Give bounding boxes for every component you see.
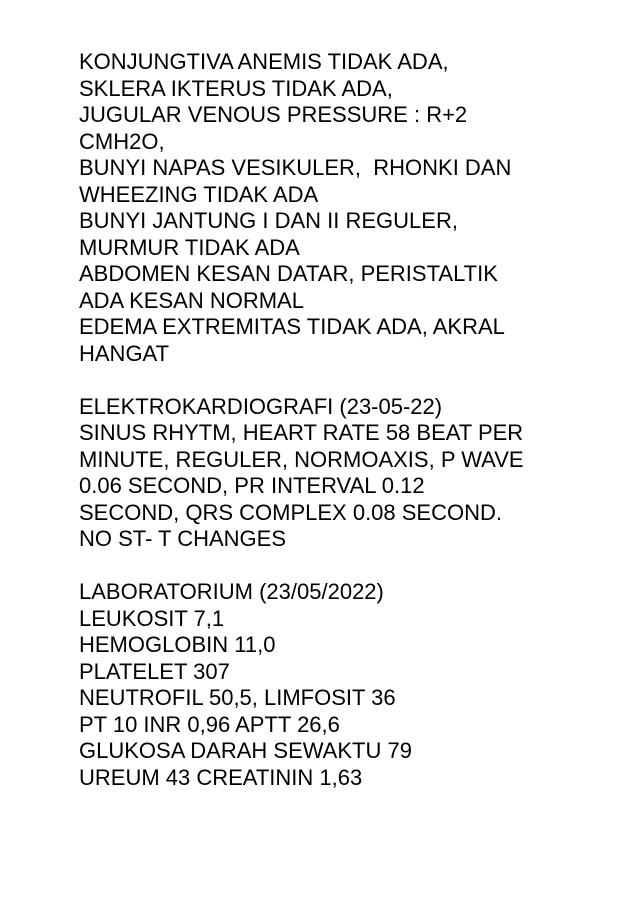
exam-line: BUNYI JANTUNG I DAN II REGULER, xyxy=(79,208,458,233)
lab-line: PT 10 INR 0,96 APTT 26,6 xyxy=(79,711,340,737)
ecg-line: MINUTE, REGULER, NORMOAXIS, P WAVE xyxy=(79,446,524,472)
lab-line: NEUTROFIL 50,5, LIMFOSIT 36 xyxy=(79,685,396,710)
lab-line: GLUKOSA DARAH SEWAKTU 79 xyxy=(79,738,412,763)
document-body xyxy=(79,49,619,791)
physical-exam-section xyxy=(79,49,619,367)
lab-line: PLATELET 307 xyxy=(79,658,230,684)
ecg-line: 0.06 SECOND, PR INTERVAL 0.12 xyxy=(79,473,425,498)
ecg-section xyxy=(79,394,619,553)
section-spacer xyxy=(79,367,619,394)
ecg-line: SINUS RHYTM, HEART RATE 58 BEAT PER xyxy=(79,420,524,445)
exam-line: CMH2O, xyxy=(79,128,165,154)
lab-line: HEMOGLOBIN 11,0 xyxy=(79,632,276,657)
ecg-heading: ELEKTROKARDIOGRAFI (23-05-22) xyxy=(79,393,443,419)
lab-line: UREUM 43 CREATININ 1,63 xyxy=(79,764,363,790)
ecg-line: SECOND, QRS COMPLEX 0.08 SECOND. xyxy=(79,499,502,525)
ecg-line: NO ST- T CHANGES xyxy=(79,526,287,551)
exam-line: KONJUNGTIVA ANEMIS TIDAK ADA, xyxy=(79,49,449,74)
exam-line: HANGAT xyxy=(79,340,170,366)
exam-line: MURMUR TIDAK ADA xyxy=(79,234,300,260)
exam-line: EDEMA EXTREMITAS TIDAK ADA, AKRAL xyxy=(79,314,505,339)
section-spacer xyxy=(79,553,619,580)
exam-line: ADA KESAN NORMAL xyxy=(79,287,304,313)
lab-heading: LABORATORIUM (23/05/2022) xyxy=(79,579,384,604)
exam-line: ABDOMEN KESAN DATAR, PERISTALTIK xyxy=(79,261,498,286)
exam-line: BUNYI NAPAS VESIKULER, RHONKI DAN xyxy=(79,155,512,180)
exam-line: JUGULAR VENOUS PRESSURE : R+2 xyxy=(79,102,468,127)
exam-line: SKLERA IKTERUS TIDAK ADA, xyxy=(79,75,393,101)
laboratory-section xyxy=(79,579,619,791)
exam-line: WHEEZING TIDAK ADA xyxy=(79,181,319,207)
lab-line: LEUKOSIT 7,1 xyxy=(79,605,225,631)
